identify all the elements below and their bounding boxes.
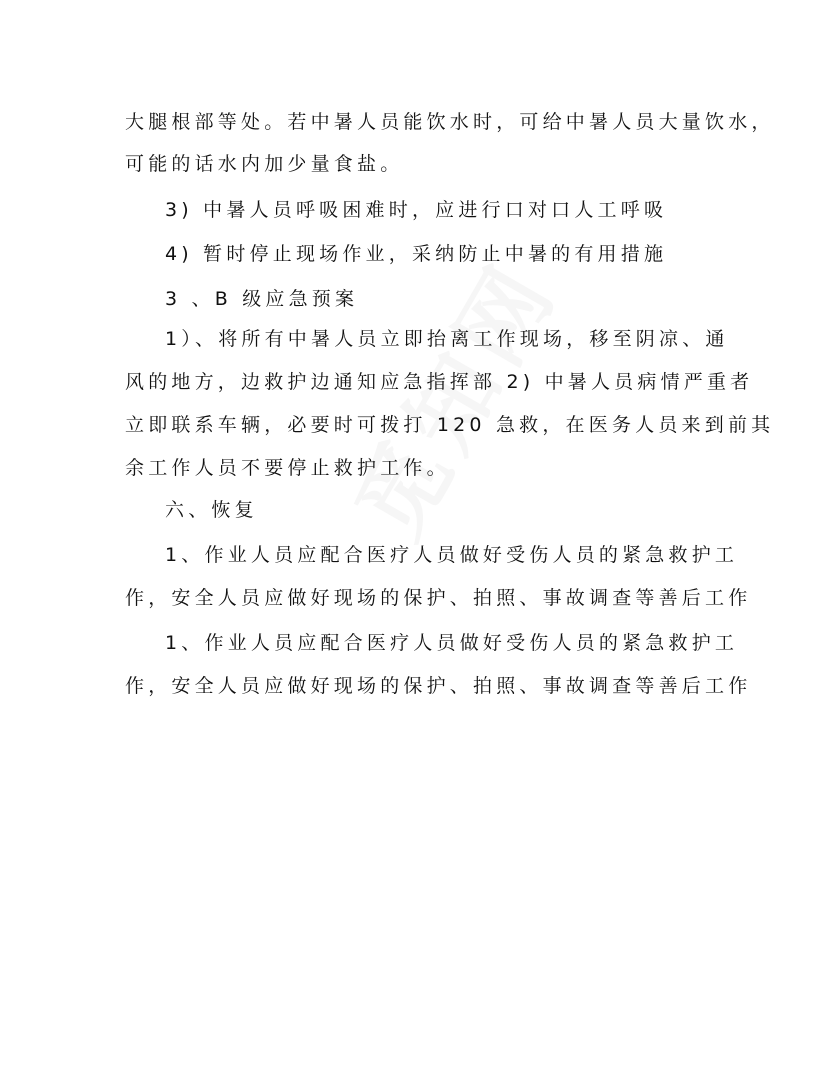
- paragraph-line: 1）、将所有中暑人员立即抬离工作现场，移至阴凉、通: [165, 328, 729, 350]
- section-heading: 3 、B 级应急预案: [165, 288, 359, 310]
- paragraph-line: 余工作人员不要停止救护工作。: [125, 457, 450, 479]
- watermark: [319, 233, 582, 558]
- paragraph-line: 作，安全人员应做好现场的保护、拍照、事故调查等善后工作: [125, 675, 752, 697]
- paragraph-line: 4) 暂时停止现场作业，采纳防止中暑的有用措施: [165, 243, 668, 265]
- paragraph-line: 立即联系车辆，必要时可拨打 120 急救，在医务人员来到前其: [125, 414, 775, 436]
- paragraph-line: 风的地方，边救护边通知应急指挥部 2) 中暑人员病情严重者: [125, 371, 754, 393]
- paragraph-line: 1、作业人员应配合医疗人员做好受伤人员的紧急救护工: [165, 544, 739, 566]
- paragraph-line: 大腿根部等处。若中暑人员能饮水时，可给中暑人员大量饮水，: [125, 111, 775, 133]
- paragraph-line: 可能的话水内加少量食盐。: [125, 153, 404, 175]
- paragraph-line: 作，安全人员应做好现场的保护、拍照、事故调查等善后工作: [125, 587, 752, 609]
- section-heading: 六、恢复: [165, 499, 258, 521]
- paragraph-line: 3) 中暑人员呼吸困难时，应进行口对口人工呼吸: [165, 199, 668, 221]
- paragraph-line: 1、作业人员应配合医疗人员做好受伤人员的紧急救护工: [165, 632, 739, 654]
